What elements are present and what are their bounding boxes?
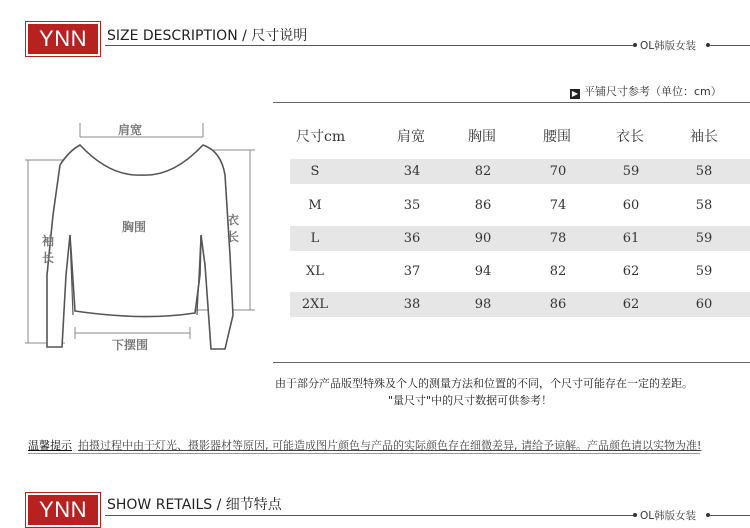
size-cell: 2XL bbox=[301, 297, 329, 312]
brand-logo: YNN bbox=[28, 24, 98, 54]
value-cell: 60 bbox=[622, 198, 640, 213]
table-row bbox=[290, 193, 750, 218]
size-cell: XL bbox=[306, 264, 324, 279]
header-rule-end bbox=[710, 515, 750, 516]
play-arrow-icon: ▶ bbox=[571, 89, 579, 98]
table-row bbox=[290, 159, 750, 184]
col-header-size: 尺寸cm bbox=[296, 129, 346, 145]
value-cell: 38 bbox=[403, 297, 421, 312]
tip-rule bbox=[28, 453, 700, 454]
value-cell: 98 bbox=[474, 297, 492, 312]
table-row bbox=[290, 226, 750, 251]
sleeve-length-label: 袖长 bbox=[41, 234, 54, 265]
reference-disclaimer: "量尺寸"中的尺寸数据可供参考！ bbox=[388, 394, 553, 407]
value-cell: 90 bbox=[474, 231, 492, 246]
header-rule-end bbox=[710, 45, 750, 46]
value-cell: 59 bbox=[622, 164, 640, 179]
value-cell: 70 bbox=[549, 164, 567, 179]
table-bottom-rule bbox=[273, 362, 750, 363]
col-header-length: 衣长 bbox=[616, 129, 644, 145]
value-cell: 74 bbox=[549, 198, 567, 213]
value-cell: 82 bbox=[474, 164, 492, 179]
rule-dot bbox=[633, 513, 637, 517]
size-cell: M bbox=[308, 198, 322, 213]
tip-label: 温馨提示 bbox=[28, 439, 72, 452]
value-cell: 59 bbox=[695, 231, 713, 246]
value-cell: 82 bbox=[549, 264, 567, 279]
table-top-rule bbox=[273, 102, 750, 103]
value-cell: 58 bbox=[695, 164, 713, 179]
header-rule bbox=[105, 45, 633, 46]
shirt-outline bbox=[47, 145, 233, 349]
size-cell: S bbox=[310, 164, 320, 179]
chest-label: 胸围 bbox=[122, 220, 147, 234]
section-title-details: SHOW RETAILS / 细节特点 bbox=[107, 497, 282, 513]
brand-logo: YNN bbox=[28, 495, 98, 525]
value-cell: 94 bbox=[474, 264, 492, 279]
table-row bbox=[290, 292, 750, 317]
value-cell: 61 bbox=[622, 231, 640, 246]
brand-tag: OL韩版女装 bbox=[640, 510, 697, 522]
section-title-size: SIZE DESCRIPTION / 尺寸说明 bbox=[107, 28, 308, 44]
value-cell: 78 bbox=[549, 231, 567, 246]
value-cell: 35 bbox=[403, 198, 421, 213]
length-label: 衣长 bbox=[226, 213, 239, 244]
value-cell: 60 bbox=[695, 297, 713, 312]
unit-reference-text: 平铺尺寸参考（单位：cm） bbox=[584, 85, 722, 98]
value-cell: 62 bbox=[622, 297, 640, 312]
value-cell: 36 bbox=[403, 231, 421, 246]
value-cell: 86 bbox=[474, 198, 492, 213]
value-cell: 58 bbox=[695, 198, 713, 213]
value-cell: 34 bbox=[403, 164, 421, 179]
value-cell: 62 bbox=[622, 264, 640, 279]
unit-reference-note bbox=[570, 83, 722, 99]
hem-label: 下摆围 bbox=[112, 338, 149, 352]
tip-text: 拍摄过程中由于灯光、摄影器材等原因, 可能造成图片颜色与产品的实际颜色存在细微差异, 请给予谅解。产品颜色请以实物为准! bbox=[78, 439, 702, 452]
rule-dot bbox=[633, 43, 637, 47]
value-cell: 86 bbox=[549, 297, 567, 312]
shoulder-width-label: 肩宽 bbox=[118, 123, 143, 137]
header-rule bbox=[105, 515, 633, 516]
value-cell: 37 bbox=[403, 264, 421, 279]
size-cell: L bbox=[310, 231, 320, 246]
measurement-disclaimer: 由于部分产品版型特殊及个人的测量方法和位置的不同，个尺寸可能存在一定的差距。 bbox=[275, 377, 693, 390]
color-tip bbox=[28, 437, 701, 453]
brand-tag: OL韩版女装 bbox=[640, 40, 697, 52]
value-cell: 59 bbox=[695, 264, 713, 279]
col-header-sleeve: 袖长 bbox=[690, 129, 718, 145]
table-row bbox=[290, 259, 750, 284]
col-header-shoulder: 肩宽 bbox=[397, 129, 425, 145]
col-header-waist: 腰围 bbox=[543, 129, 571, 145]
col-header-chest: 胸围 bbox=[468, 129, 496, 145]
